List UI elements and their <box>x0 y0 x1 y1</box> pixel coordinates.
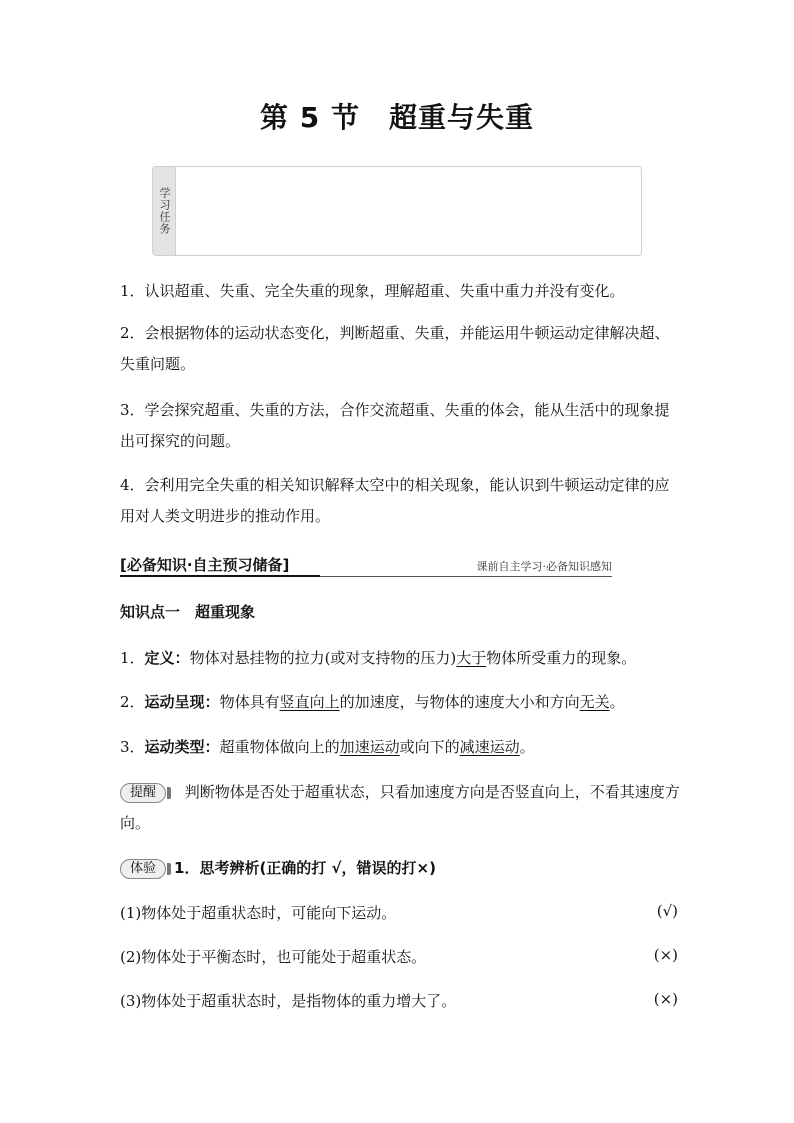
answer-blank: 竖直向上 <box>279 693 340 711</box>
judgment-text: (2)物体处于平衡态时，也可能处于超重状态。 <box>120 948 427 966</box>
learning-task-box <box>152 166 642 256</box>
section-subtitle: 课前自主学习·必备知识感知 <box>476 560 612 573</box>
section-underline <box>120 575 320 577</box>
item-number: 2． <box>120 693 145 711</box>
experience-heading <box>120 857 436 879</box>
answer-blank: 减速运动 <box>459 738 520 756</box>
page-title: 第 5 节 超重与失重 <box>260 101 534 134</box>
item-label: 运动呈现： <box>144 693 220 711</box>
item-text: 的加速度，与物体的速度大小和方向 <box>339 693 580 711</box>
answer-blank: 加速运动 <box>339 738 400 756</box>
learning-task-label: 学习任务 <box>158 187 171 235</box>
judgment-mark: (×) <box>653 990 678 1008</box>
tip-text: 判断物体是否处于超重状态，只看加速度方向是否竖直向上，不看其速度方向。 <box>120 783 680 832</box>
motion-line <box>120 691 625 712</box>
experience-title: 1．思考辨析(正确的打 √，错误的打×) <box>174 859 436 877</box>
type-line <box>120 736 535 757</box>
definition-line <box>120 647 636 668</box>
judgment-row <box>120 990 678 1011</box>
objective-4: 4．会利用完全失重的相关知识解释太空中的相关现象，能认识到牛顿运动定律的应用对人类文明进步的推动作用。 <box>120 476 670 525</box>
answer-blank: 无关 <box>579 693 610 711</box>
item-text: 超重物体做向上的 <box>219 738 340 756</box>
objective-1: 1．认识超重、失重、完全失重的现象，理解超重、失重中重力并没有变化。 <box>120 282 625 300</box>
item-label: 定义： <box>144 649 190 667</box>
answer-blank: 大于 <box>456 649 487 667</box>
item-label: 运动类型： <box>144 738 220 756</box>
item-number: 3． <box>120 738 145 756</box>
objective-3: 3．学会探究超重、失重的方法，合作交流超重、失重的体会，能从生活中的现象提出可探究的问题。 <box>120 401 670 450</box>
section-header <box>120 554 612 577</box>
item-text: 物体对悬挂物的拉力(或对支持物的压力) <box>189 649 457 667</box>
item-text: 。 <box>519 738 535 756</box>
judgment-row <box>120 902 678 923</box>
tip-tag: 提醒 <box>120 783 166 803</box>
experience-tag: 体验 <box>120 859 166 879</box>
knowledge-point-heading: 知识点一 超重现象 <box>120 603 256 621</box>
tip-block <box>120 777 680 839</box>
judgment-text: (3)物体处于超重状态时，是指物体的重力增大了。 <box>120 992 457 1010</box>
learning-task-tab <box>153 167 176 255</box>
item-text: 物体所受重力的现象。 <box>486 649 637 667</box>
item-text: 或向下的 <box>399 738 460 756</box>
objective-2: 2．会根据物体的运动状态变化，判断超重、失重，并能运用牛顿运动定律解决超、失重问题。 <box>120 324 670 373</box>
item-text: 。 <box>609 693 625 711</box>
judgment-text: (1)物体处于超重状态时，可能向下运动。 <box>120 904 397 922</box>
judgment-mark: (√) <box>656 902 678 920</box>
judgment-mark: (×) <box>653 946 678 964</box>
section-title: [必备知识·自主预习储备] <box>120 556 290 574</box>
item-text: 物体具有 <box>219 693 280 711</box>
judgment-row <box>120 946 678 967</box>
item-number: 1． <box>120 649 145 667</box>
